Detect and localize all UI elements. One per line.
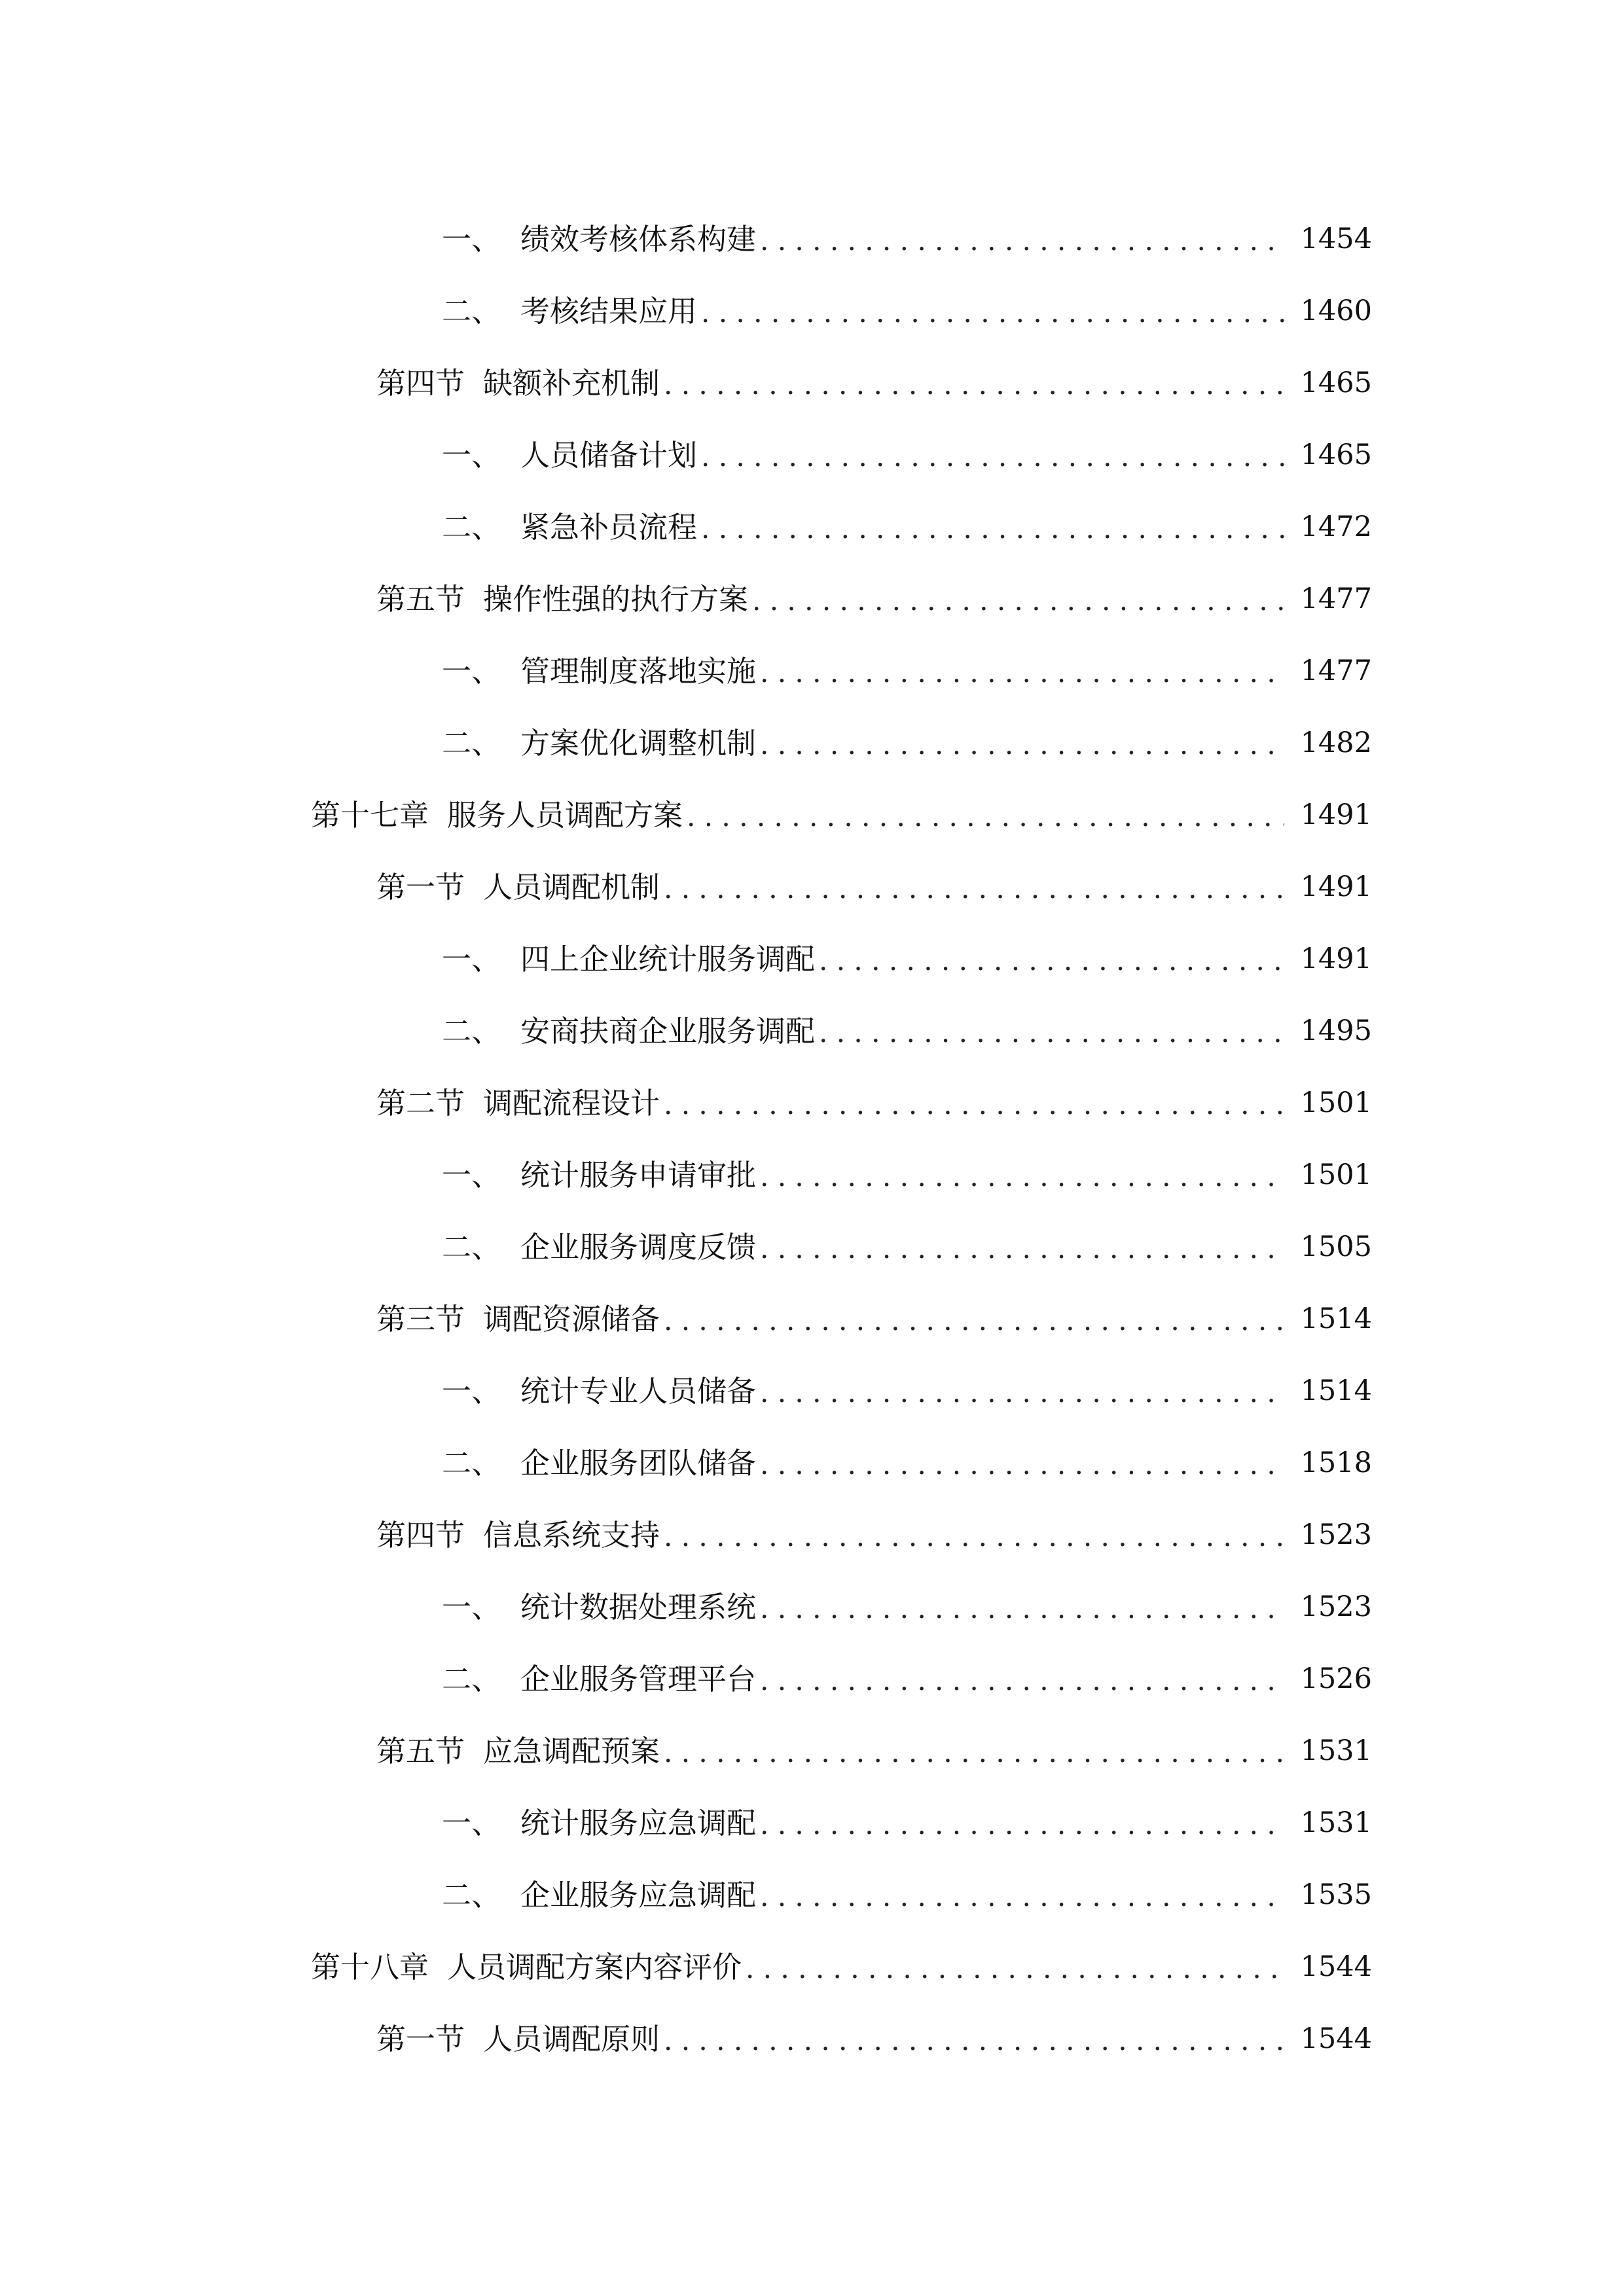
toc-entry-title: 服务人员调配方案 [447, 797, 683, 833]
toc-page-number: 1544 [1300, 2022, 1372, 2055]
toc-entry-title: 调配流程设计 [483, 1085, 660, 1121]
toc-entry-number: 第四节 [376, 365, 465, 401]
toc-entry-title: 企业服务管理平台 [520, 1661, 757, 1696]
toc-page-number: 1514 [1300, 1374, 1372, 1407]
toc-entry-title: 统计数据处理系统 [520, 1589, 757, 1624]
toc-page-number: 1514 [1300, 1302, 1372, 1335]
toc-dot-leader [760, 1807, 1284, 1839]
toc-dot-leader [664, 2023, 1284, 2054]
toc-entry[interactable] [0, 779, 1624, 851]
toc-page-number: 1491 [1300, 942, 1372, 975]
toc-entry-number: 一、 [442, 221, 501, 257]
toc-dot-leader [664, 1303, 1284, 1335]
toc-dot-leader [701, 511, 1284, 543]
toc-entry-number: 二、 [442, 293, 501, 329]
toc-entry-title: 企业服务团队储备 [520, 1445, 757, 1480]
toc-entry-title: 信息系统支持 [483, 1517, 660, 1552]
toc-entry[interactable] [0, 995, 1624, 1067]
toc-page-number: 1505 [1300, 1230, 1372, 1263]
toc-entry[interactable] [0, 1643, 1624, 1715]
toc-entry[interactable] [0, 1859, 1624, 1931]
toc-entry[interactable] [0, 1931, 1624, 2003]
toc-entry[interactable] [0, 203, 1624, 275]
toc-entry[interactable] [0, 1211, 1624, 1283]
toc-entry-number: 二、 [442, 1877, 501, 1912]
toc-entry-number: 二、 [442, 509, 501, 545]
toc-page-number: 1531 [1300, 1734, 1372, 1767]
toc-dot-leader [701, 295, 1284, 327]
toc-dot-leader [701, 439, 1284, 471]
toc-dot-leader [687, 799, 1284, 831]
toc-entry-title: 缺额补充机制 [483, 365, 660, 401]
toc-page-number: 1477 [1300, 582, 1372, 615]
toc-entry[interactable] [0, 1787, 1624, 1859]
toc-dot-leader [760, 1231, 1284, 1263]
toc-entry-number: 二、 [442, 1445, 501, 1480]
toc-dot-leader [664, 1519, 1284, 1551]
toc-entry-number: 第一节 [376, 2021, 465, 2056]
toc-entry-title: 人员储备计划 [520, 437, 698, 473]
toc-page-number: 1495 [1300, 1014, 1372, 1047]
toc-page-number: 1465 [1300, 366, 1372, 399]
toc-entry[interactable] [0, 275, 1624, 347]
toc-page-number: 1535 [1300, 1878, 1372, 1911]
toc-entry[interactable] [0, 2003, 1624, 2075]
toc-entry-number: 第五节 [376, 1733, 465, 1768]
toc-dot-leader [760, 1375, 1284, 1407]
toc-entry-number: 一、 [442, 653, 501, 689]
toc-entry-title: 安商扶商企业服务调配 [520, 1013, 816, 1049]
toc-page-number: 1544 [1300, 1950, 1372, 1983]
toc-dot-leader [664, 1735, 1284, 1767]
toc-entry-title: 考核结果应用 [520, 293, 698, 329]
toc-page-number: 1531 [1300, 1806, 1372, 1839]
toc-entry-number: 第十八章 [311, 1949, 429, 1984]
toc-entry-title: 统计专业人员储备 [520, 1373, 757, 1408]
toc-page-number: 1518 [1300, 1446, 1372, 1479]
toc-dot-leader [664, 871, 1284, 903]
toc-entry-number: 第三节 [376, 1301, 465, 1336]
toc-page-number: 1523 [1300, 1590, 1372, 1623]
toc-entry-title: 调配资源储备 [483, 1301, 660, 1336]
toc-dot-leader [760, 1663, 1284, 1695]
toc-entry-title: 应急调配预案 [483, 1733, 660, 1768]
toc-page-number: 1477 [1300, 654, 1372, 687]
toc-entry-number: 一、 [442, 1805, 501, 1840]
toc-entry-number: 一、 [442, 1589, 501, 1624]
toc-page-number: 1465 [1300, 438, 1372, 471]
toc-dot-leader [819, 1015, 1284, 1047]
toc-entry[interactable] [0, 851, 1624, 923]
toc-entry[interactable] [0, 635, 1624, 707]
toc-entry-number: 二、 [442, 1013, 501, 1049]
toc-page-number: 1526 [1300, 1662, 1372, 1695]
toc-entry-number: 一、 [442, 1373, 501, 1408]
toc-page-number: 1501 [1300, 1158, 1372, 1191]
toc-page-number: 1491 [1300, 798, 1372, 831]
toc-entry-title: 紧急补员流程 [520, 509, 698, 545]
toc-entry-number: 第二节 [376, 1085, 465, 1121]
toc-entry-title: 人员调配机制 [483, 869, 660, 905]
toc-entry[interactable] [0, 923, 1624, 995]
toc-page-number: 1472 [1300, 510, 1372, 543]
toc-entry[interactable] [0, 707, 1624, 779]
toc-entry-title: 管理制度落地实施 [520, 653, 757, 689]
toc-entry-title: 统计服务应急调配 [520, 1805, 757, 1840]
toc-dot-leader [760, 223, 1284, 255]
toc-dot-leader [664, 367, 1284, 399]
toc-entry-title: 绩效考核体系构建 [520, 221, 757, 257]
toc-entry[interactable] [0, 1427, 1624, 1499]
toc-entry-title: 企业服务调度反馈 [520, 1229, 757, 1265]
toc-entry-title: 四上企业统计服务调配 [520, 941, 816, 977]
toc-entry-title: 统计服务申请审批 [520, 1157, 757, 1193]
toc-entry[interactable] [0, 347, 1624, 419]
toc-entry[interactable] [0, 1139, 1624, 1211]
toc-page-number: 1501 [1300, 1086, 1372, 1119]
toc-entry[interactable] [0, 1715, 1624, 1787]
toc-page-number: 1454 [1300, 222, 1372, 255]
toc-entry-title: 方案优化调整机制 [520, 725, 757, 761]
toc-dot-leader [746, 1951, 1284, 1982]
toc-page-number: 1460 [1300, 294, 1372, 327]
toc-entry-number: 第一节 [376, 869, 465, 905]
toc-entry-number: 一、 [442, 437, 501, 473]
toc-entry[interactable] [0, 1283, 1624, 1355]
toc-entry-number: 第十七章 [311, 797, 429, 833]
toc-entry-number: 第五节 [376, 581, 465, 617]
toc-page-number: 1491 [1300, 870, 1372, 903]
toc-dot-leader [752, 583, 1284, 615]
toc-entry-title: 企业服务应急调配 [520, 1877, 757, 1912]
toc-entry[interactable] [0, 1571, 1624, 1643]
toc-dot-leader [760, 1159, 1284, 1191]
toc-dot-leader [760, 1447, 1284, 1479]
toc-entry[interactable] [0, 1067, 1624, 1139]
toc-entry-number: 二、 [442, 1661, 501, 1696]
toc-dot-leader [760, 655, 1284, 687]
toc-entry-number: 一、 [442, 941, 501, 977]
toc-entry-number: 一、 [442, 1157, 501, 1193]
toc-entry-title: 人员调配原则 [483, 2021, 660, 2056]
toc-dot-leader [760, 1591, 1284, 1623]
toc-entry[interactable] [0, 563, 1624, 635]
toc-page-number: 1482 [1300, 726, 1372, 759]
toc-entry-title: 人员调配方案内容评价 [447, 1949, 742, 1984]
toc-entry[interactable] [0, 491, 1624, 563]
toc-page-number: 1523 [1300, 1518, 1372, 1551]
toc-entry[interactable] [0, 419, 1624, 491]
toc-entry-title: 操作性强的执行方案 [483, 581, 749, 617]
toc-dot-leader [664, 1087, 1284, 1119]
toc-entry[interactable] [0, 1499, 1624, 1571]
table-of-contents [0, 203, 1624, 2075]
toc-entry-number: 二、 [442, 725, 501, 761]
toc-dot-leader [760, 727, 1284, 759]
toc-entry[interactable] [0, 1355, 1624, 1427]
toc-entry-number: 二、 [442, 1229, 501, 1265]
toc-entry-number: 第四节 [376, 1517, 465, 1552]
toc-dot-leader [819, 943, 1284, 975]
toc-dot-leader [760, 1879, 1284, 1910]
